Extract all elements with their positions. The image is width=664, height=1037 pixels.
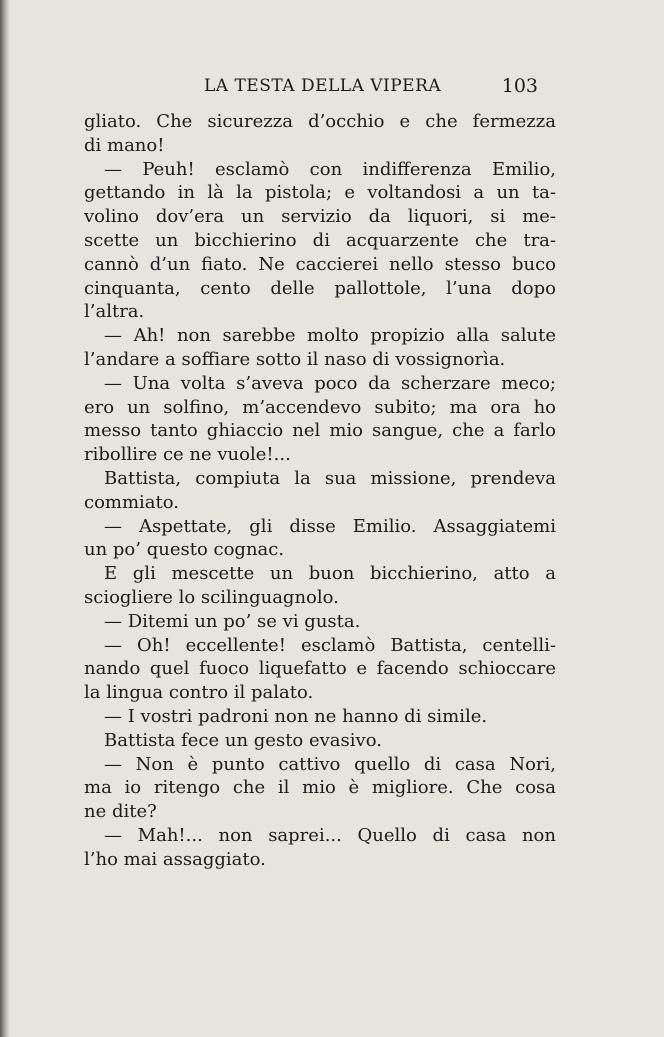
text-line: gettando in là la pistola; e voltandosi a un ta- bbox=[84, 182, 556, 204]
text-line: ma io ritengo che il mio è migliore. Che cosa bbox=[84, 777, 556, 799]
text-line: sciogliere lo scilinguagnolo. bbox=[84, 586, 339, 608]
text-line: nando quel fuoco liquefatto e facendo schioccare bbox=[84, 658, 556, 680]
text-line: la lingua contro il palato. bbox=[84, 682, 314, 704]
text-line: E gli mescette un buon bicchierino, atto a bbox=[104, 563, 556, 585]
text-line: — Oh! eccellente! esclamò Battista, centelli- bbox=[104, 634, 556, 656]
text-line: Battista fece un gesto evasivo. bbox=[104, 729, 382, 751]
text-line: un po’ questo cognac. bbox=[84, 539, 285, 561]
text-line: — Una volta s’aveva poco da scherzare meco; bbox=[104, 372, 556, 394]
page-number: 103 bbox=[501, 75, 538, 97]
text-line: — Ah! non sarebbe molto propizio alla salute bbox=[104, 325, 556, 347]
text-line: l’altra. bbox=[84, 301, 145, 323]
text-line: — Aspettate, gli disse Emilio. Assaggiatemi bbox=[104, 515, 556, 537]
text-line: ne dite? bbox=[84, 801, 157, 823]
text-line: cannò d’un fiato. Ne caccierei nello stesso buco bbox=[84, 253, 556, 275]
text-line: — Peuh! esclamò con indifferenza Emilio, bbox=[104, 158, 556, 180]
text-line: cinquanta, cento delle pallottole, l’una dopo bbox=[84, 277, 556, 299]
running-title: LA TESTA DELLA VIPERA bbox=[204, 76, 442, 96]
text-line: gliato. Che sicurezza d’occhio e che fermezza bbox=[84, 111, 556, 132]
text-line: volino dov’era un servizio da liquori, si me- bbox=[84, 206, 556, 228]
body-text bbox=[84, 110, 556, 872]
text-line: ribollire ce ne vuole!... bbox=[84, 444, 291, 466]
text-line: — Ditemi un po’ se vi gusta. bbox=[104, 610, 361, 632]
text-line: commiato. bbox=[84, 491, 180, 513]
text-line: ero un solfino, m’accendevo subito; ma ora ho bbox=[84, 396, 556, 418]
text-line: — Mah!... non saprei... Quello di casa non bbox=[104, 824, 556, 846]
binding-edge bbox=[0, 0, 10, 1037]
text-line: scette un bicchierino di acquarzente che tra- bbox=[84, 229, 556, 251]
text-line: — Non è punto cattivo quello di casa Nori, bbox=[104, 753, 556, 775]
text-line: — I vostri padroni non ne hanno di simile. bbox=[104, 705, 488, 727]
text-line: l’andare a soffiare sotto il naso di vossignorìa. bbox=[84, 348, 506, 370]
text-line: di mano! bbox=[84, 134, 165, 156]
text-line: Battista, compiuta la sua missione, prendeva bbox=[104, 467, 556, 489]
text-line: l’ho mai assaggiato. bbox=[84, 848, 266, 870]
running-head bbox=[84, 76, 554, 100]
text-line: messo tanto ghiaccio nel mio sangue, che a farlo bbox=[84, 420, 556, 442]
